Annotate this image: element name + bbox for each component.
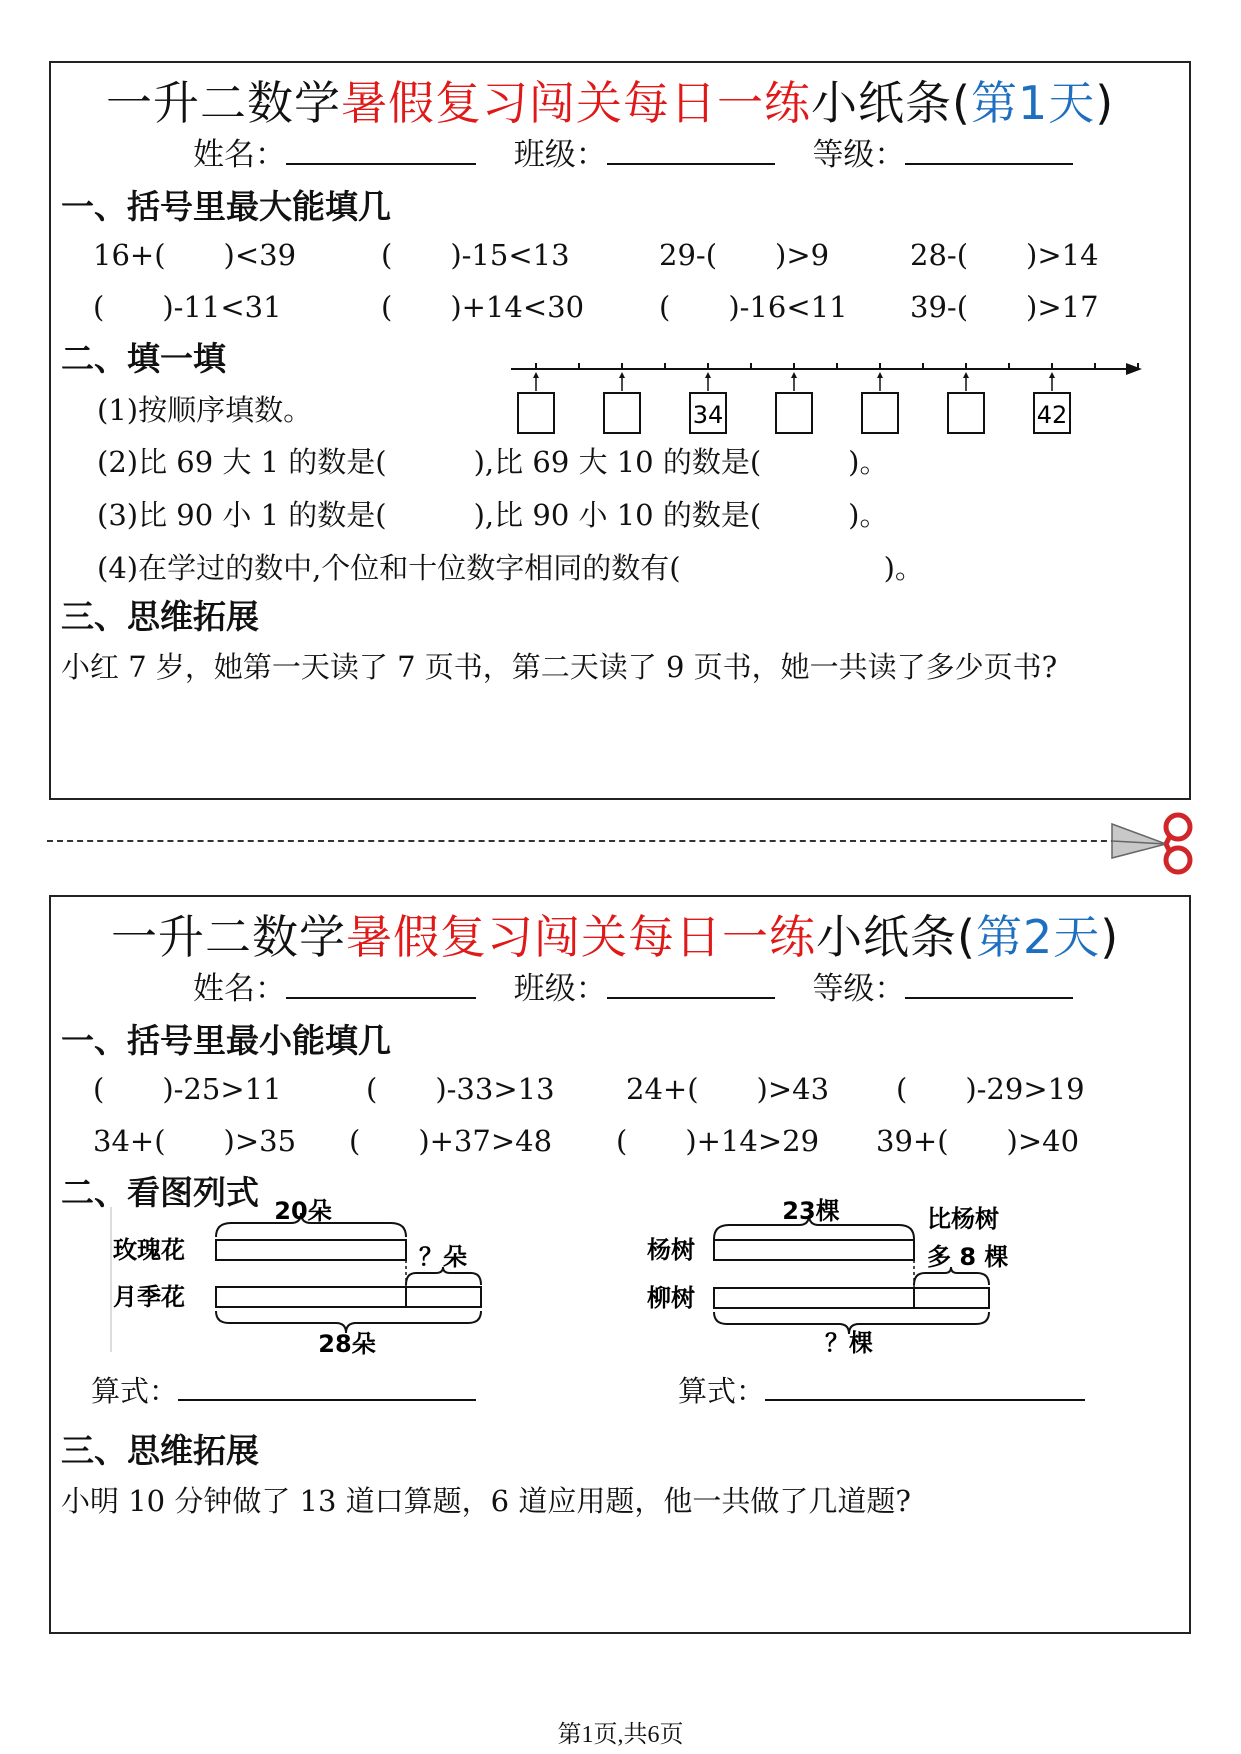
- day1-eq-3: 29-( )>9: [659, 238, 830, 272]
- day1-info-row: 姓名： 班级： 等级：: [193, 129, 1073, 174]
- number-box: [1034, 372, 1070, 433]
- fig1-top-label: 20朵: [274, 1197, 332, 1225]
- day1-eq-5: ( )-11<31: [93, 290, 282, 324]
- day1-q1: (1)按顺序填数。: [97, 393, 313, 427]
- day2-section3-heading: 三、思维拓展: [61, 1431, 259, 1470]
- fig2-note-line1: 比杨树: [927, 1205, 999, 1233]
- day2-eq-8: 39+( )>40: [876, 1124, 1080, 1158]
- formula-right: 算式：: [678, 1369, 1085, 1410]
- formula-left: 算式：: [91, 1369, 476, 1410]
- day2-title: 一升二数学暑假复习闯关每日一练小纸条(第2天): [111, 910, 1120, 964]
- formula-right-field[interactable]: [765, 1369, 1085, 1401]
- fig2-row1-label: 杨树: [647, 1236, 695, 1264]
- day2-eq-5: 34+( )>35: [93, 1124, 297, 1158]
- name-field[interactable]: [286, 133, 476, 165]
- formula-left-field[interactable]: [178, 1369, 476, 1401]
- day1-section1-heading: 一、括号里最大能填几: [61, 187, 391, 226]
- day2-eq-7: ( )+14>29: [616, 1124, 820, 1158]
- number-box: [862, 372, 898, 433]
- name-field[interactable]: [286, 967, 476, 999]
- day2-eq-2: ( )-33>13: [366, 1072, 555, 1106]
- worksheet-day2: [49, 895, 1191, 1634]
- cut-line: [47, 840, 1127, 842]
- number-box: [518, 372, 554, 433]
- tree-bar-model: [647, 1197, 1129, 1358]
- fig1-row1-label: 玫瑰花: [113, 1236, 185, 1264]
- day1-eq-6: ( )+14<30: [381, 290, 585, 324]
- day2-eq-1: ( )-25>11: [93, 1072, 282, 1106]
- number-box: [604, 372, 640, 433]
- class-field[interactable]: [607, 133, 775, 165]
- day2-info-row: 姓名： 班级： 等级：: [193, 963, 1073, 1008]
- day1-eq-4: 28-( )>14: [910, 238, 1099, 272]
- fig2-top-label: 23棵: [782, 1197, 840, 1225]
- page-footer: 第1页,共6页: [557, 1722, 684, 1748]
- class-field[interactable]: [607, 967, 775, 999]
- fig1-question-label: ？朵: [419, 1243, 467, 1271]
- number-box-value: 34: [692, 401, 724, 429]
- grade-field[interactable]: [905, 967, 1073, 999]
- number-box: [690, 372, 726, 433]
- fig2-bottom-label: ？棵: [825, 1329, 873, 1357]
- day2-eq-6: ( )+37>48: [349, 1124, 553, 1158]
- day2-section1-heading: 一、括号里最小能填几: [61, 1021, 391, 1060]
- day1-eq-8: 39-( )>17: [910, 290, 1099, 324]
- fig1-row2-label: 月季花: [113, 1283, 185, 1311]
- day1-eq-1: 16+( )<39: [93, 238, 297, 272]
- day2-problem: 小明 10 分钟做了 13 道口算题，6 道应用题，他一共做了几道题?: [61, 1484, 911, 1518]
- arrow-head-icon: [1126, 363, 1142, 375]
- day2-eq-4: ( )-29>19: [896, 1072, 1085, 1106]
- day1-problem: 小红 7 岁，她第一天读了 7 页书，第二天读了 9 页书，她一共读了多少页书?: [61, 650, 1058, 684]
- day1-eq-7: ( )-16<11: [659, 290, 848, 324]
- day1-eq-2: ( )-15<13: [381, 238, 570, 272]
- worksheet-day1: [49, 61, 1191, 800]
- flower-bar-model: [111, 1197, 551, 1358]
- fig1-bottom-label: 28朵: [318, 1330, 376, 1358]
- day2-eq-3: 24+( )>43: [626, 1072, 830, 1106]
- day1-q2: (2)比 69 大 1 的数是( ),比 69 大 10 的数是( )。: [97, 445, 889, 479]
- fig2-note-line2: 多 8 棵: [927, 1243, 1009, 1271]
- day1-title: 一升二数学暑假复习闯关每日一练小纸条(第1天): [106, 76, 1115, 130]
- day1-section3-heading: 三、思维拓展: [61, 597, 259, 636]
- number-box: [948, 372, 984, 433]
- day1-q3: (3)比 90 小 1 的数是( ),比 90 小 10 的数是( )。: [97, 498, 889, 532]
- day1-q4: (4)在学过的数中,个位和十位数字相同的数有( )。: [97, 551, 924, 585]
- scissors-icon: [1108, 810, 1198, 876]
- day1-section2-heading: 二、填一填: [61, 339, 226, 378]
- number-box-value: 42: [1036, 401, 1068, 429]
- day2-section2-heading: 二、看图列式: [61, 1173, 259, 1212]
- fig2-row2-label: 柳树: [647, 1284, 695, 1312]
- number-box: [776, 372, 812, 433]
- grade-field[interactable]: [905, 133, 1073, 165]
